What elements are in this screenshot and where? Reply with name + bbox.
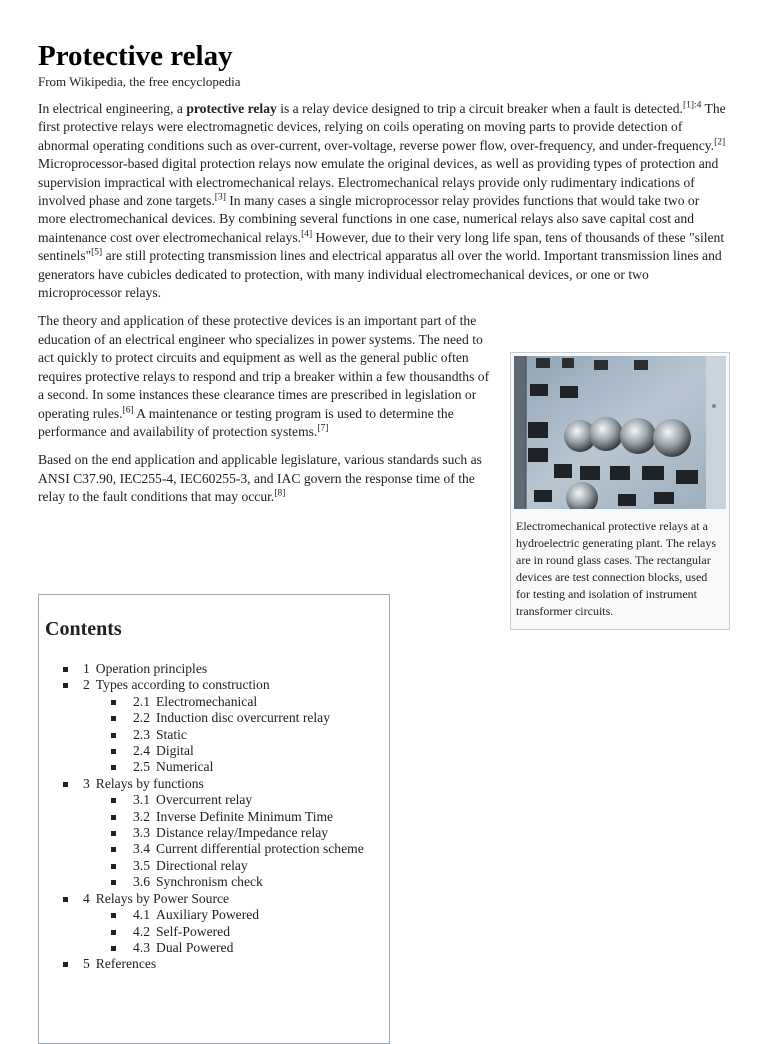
toc-item-number: 1: [83, 661, 90, 676]
figure-caption: Electromechanical protective relays at a hydroelectric generating plant. The relays are in round glass cases. The rectangular devices are test connection blocks, used for testing and isolation of instrument transformer circuits.: [516, 519, 717, 618]
body-paragraph: [38, 312, 493, 441]
toc-item[interactable]: [45, 694, 383, 710]
body-paragraph: [38, 451, 493, 506]
citation-link[interactable]: [4]: [301, 229, 313, 240]
toc-item-number: 5: [83, 956, 90, 972]
bullet-icon: [111, 913, 116, 918]
text: The first protective relays were electromagnetic devices, relying on coils operating on moving parts to provide detection of abnormal operating conditions such as over-current, over-voltage, reverse power flow, over-frequency, and under-frequency.: [38, 101, 726, 153]
toc-item[interactable]: [45, 677, 383, 693]
toc-item-label[interactable]: Distance relay/Impedance relay: [156, 825, 329, 841]
toc-item-number: 3.5: [133, 857, 150, 873]
toc-item[interactable]: [45, 924, 383, 940]
toc-item-label[interactable]: Types according to construction: [95, 677, 270, 693]
page-title: Protective relay: [38, 40, 233, 72]
bullet-icon: [63, 782, 68, 787]
text: In electrical engineering, a: [38, 101, 187, 116]
text: Based on the end application and applicable legislature, various standards such as ANSI C37.90, IEC255-4, IEC60255-3, and IAC govern the response time of the relay to the fault conditions that may occur.: [38, 452, 482, 505]
bullet-icon: [63, 962, 68, 967]
bullet-icon: [111, 847, 116, 852]
toc-item-label[interactable]: Synchronism check: [156, 874, 263, 890]
toc-item[interactable]: [45, 809, 383, 825]
bullet-icon: [111, 864, 116, 869]
toc-item-label[interactable]: Numerical: [156, 759, 214, 775]
toc-item-label[interactable]: Auxiliary Powered: [156, 907, 260, 923]
citation-link[interactable]: [2]: [714, 137, 726, 148]
bullet-icon: [111, 733, 116, 738]
toc-item[interactable]: [45, 727, 383, 743]
toc-item-number: 3: [83, 775, 90, 791]
relay-panel-photo[interactable]: [514, 356, 726, 509]
toc-item-number: 4.3: [133, 939, 150, 955]
toc-item[interactable]: [45, 956, 383, 972]
toc-item-number: 3.2: [133, 808, 150, 824]
toc-item[interactable]: [45, 841, 383, 857]
page-subtitle: From Wikipedia, the free encyclopedia: [38, 74, 241, 89]
bullet-icon: [63, 667, 68, 672]
toc-item[interactable]: [45, 661, 383, 677]
bullet-icon: [63, 897, 68, 902]
toc-item-label[interactable]: Directional relay: [156, 857, 248, 873]
toc-item[interactable]: [45, 776, 383, 792]
toc-item-number: 2.5: [133, 759, 150, 775]
bullet-icon: [111, 930, 116, 935]
bullet-icon: [111, 815, 116, 820]
text: The theory and application of these protective devices is an important part of the education of an electrical engineer who specializes in power systems. The need to act quickly to protect circuits and equipment as well as the general public often requires protective relays to respond and trip a breaker within a few thousandths of a second. In some instances these clearance times are prescribed in legislation or operating rules.: [38, 313, 490, 421]
bullet-icon: [111, 765, 116, 770]
text: Microprocessor-based digital protection relays now emulate the original devices, as well as providing types of protection and supervision impractical with electromechanical relays. Electromechanical relays provide only rudimentary indications of involved phase and zone targets.: [38, 156, 719, 209]
toc-item[interactable]: [45, 759, 383, 775]
toc-item-label[interactable]: Operation principles: [95, 661, 208, 676]
text: In many cases a single microprocessor relay provides functions that would take two or more electromechanical devices. By combining several functions in one case, numerical relays also save capital cost and maintenance cost over electromechanical relays.: [38, 193, 700, 245]
toc-item-label[interactable]: Static: [156, 726, 187, 742]
toc-item-label[interactable]: Current differential protection scheme: [156, 841, 364, 857]
citation-link[interactable]: [6]: [122, 404, 134, 415]
bullet-icon: [111, 716, 116, 721]
citation-link[interactable]: [8]: [274, 488, 286, 499]
figure-thumbnail: [510, 352, 730, 630]
toc-item-number: 2.2: [133, 710, 150, 726]
bullet-icon: [63, 683, 68, 688]
citation-link[interactable]: [3]: [214, 192, 226, 203]
toc-item-label[interactable]: Relays by Power Source: [95, 890, 230, 906]
bullet-icon: [111, 749, 116, 754]
toc-item[interactable]: [45, 874, 383, 890]
toc-item-label[interactable]: Self-Powered: [156, 923, 230, 939]
bullet-icon: [111, 831, 116, 836]
toc-item[interactable]: [45, 825, 383, 841]
toc-title: Contents: [45, 618, 122, 640]
toc-item-number: 3.1: [133, 792, 150, 808]
bullet-icon: [111, 798, 116, 803]
toc-item-number: 2.1: [133, 693, 150, 709]
citation-link[interactable]: [7]: [317, 423, 329, 434]
toc-list: [45, 661, 383, 973]
table-of-contents: [38, 594, 390, 1044]
toc-item-label[interactable]: Overcurrent relay: [156, 792, 253, 808]
article: [38, 38, 728, 972]
toc-item[interactable]: [45, 891, 383, 907]
lead-paragraph: [38, 100, 728, 302]
toc-item-label[interactable]: Relays by functions: [95, 775, 204, 791]
toc-item-number: 2.4: [133, 743, 150, 759]
bullet-icon: [111, 946, 116, 951]
citation-link[interactable]: [1]:4: [682, 100, 702, 111]
toc-item-number: 4: [83, 890, 90, 906]
toc-item-label[interactable]: Inverse Definite Minimum Time: [156, 808, 334, 824]
toc-item[interactable]: [45, 858, 383, 874]
toc-item[interactable]: [45, 907, 383, 923]
toc-item-number: 2: [83, 677, 90, 693]
bold-term: protective relay: [186, 101, 277, 116]
toc-item-number: 2.3: [133, 726, 150, 742]
toc-item-number: 3.6: [133, 874, 150, 890]
toc-item-label[interactable]: References: [95, 956, 157, 972]
toc-item[interactable]: [45, 743, 383, 759]
toc-item[interactable]: [45, 792, 383, 808]
bullet-icon: [111, 700, 116, 705]
toc-item-label[interactable]: Dual Powered: [156, 939, 234, 955]
citation-link[interactable]: [5]: [91, 247, 103, 258]
toc-item-label[interactable]: Induction disc overcurrent relay: [156, 710, 331, 726]
text: A maintenance or testing program is used to determine the performance and availability of protection systems.: [38, 405, 454, 439]
bullet-icon: [111, 880, 116, 885]
toc-item-number: 4.2: [133, 923, 150, 939]
text: are still protecting transmission lines and electrical apparatus all over the world. Important transmission lines and generators have cubicles dedicated to protection, with many individual electromechanical devices, or one or two microprocessor relays.: [38, 248, 722, 301]
text: However, due to their very long life span, tens of thousands of these "silent sentinels": [38, 229, 725, 264]
toc-item-number: 4.1: [133, 907, 150, 923]
toc-item[interactable]: [45, 940, 383, 956]
toc-item-number: 3.4: [133, 841, 150, 857]
toc-item-label[interactable]: Digital: [156, 743, 194, 759]
text: is a relay device designed to trip a circuit breaker when a fault is detected.: [276, 101, 683, 116]
toc-item-number: 3.3: [133, 825, 150, 841]
toc-item-label[interactable]: Electromechanical: [156, 693, 258, 709]
toc-item[interactable]: [45, 710, 383, 726]
